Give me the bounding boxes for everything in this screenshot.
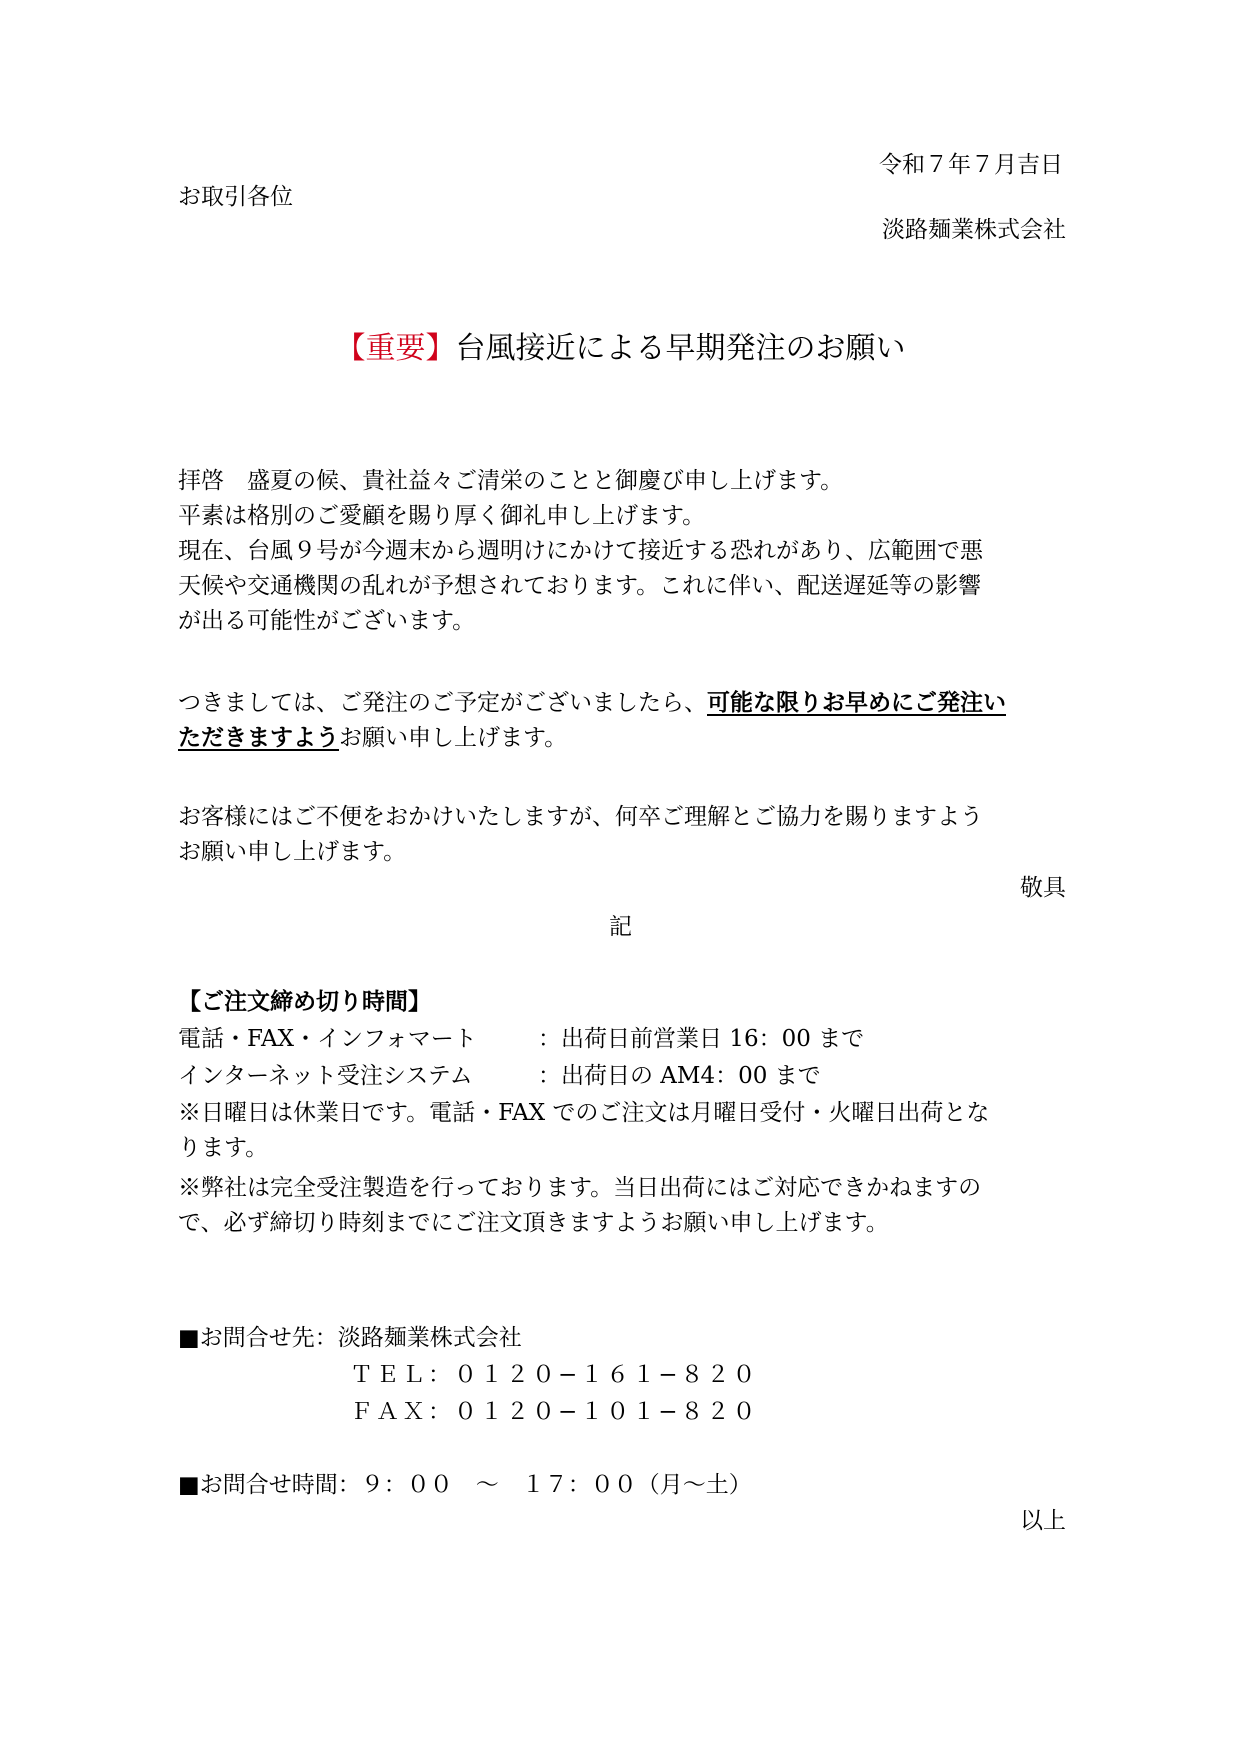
- letter-sender: 淡路麺業株式会社: [882, 217, 1066, 243]
- contact-fax: ＦＡＸ：０１２０−１０１−８２０: [350, 1399, 759, 1425]
- body-paragraph-4-line-2: [178, 721, 567, 755]
- body-paragraph-5-line-2: お願い申し上げます。: [178, 839, 407, 865]
- body-paragraph-1: 拝啓 盛夏の候、貴社益々ご清栄のことと御慶び申し上げます。: [178, 468, 844, 494]
- letter-date: 令和７年７月吉日: [879, 152, 1063, 178]
- ki-heading: 記: [609, 914, 632, 940]
- deadline-note-2-line-2: で、必ず締切り時刻までにご注文頂きますようお願い申し上げます。: [178, 1210, 889, 1236]
- closing-ijou: 以上: [1020, 1508, 1066, 1534]
- deadline-row-value: ：出荷日の AM4：00 まで: [538, 1063, 821, 1089]
- page-title: [0, 327, 1241, 371]
- deadline-note-1-line-1: ※日曜日は休業日です。電話・FAX でのご注文は月曜日受付・火曜日出荷とな: [178, 1100, 990, 1126]
- body-paragraph-5-line-1: お客様にはご不便をおかけいたしますが、何卒ご理解とご協力を賜りますよう: [178, 804, 983, 830]
- deadline-row-internet: [178, 1059, 821, 1093]
- contact-hours: ■お問合せ時間：９：００ ～ １７：００（月～土）: [178, 1472, 752, 1498]
- closing-keigu: 敬具: [1020, 875, 1066, 901]
- body-paragraph-3-line-3: が出る可能性がございます。: [178, 608, 476, 634]
- contact-company: ■お問合せ先：淡路麺業株式会社: [178, 1325, 522, 1351]
- title-text: 台風接近による早期発注のお願い: [455, 331, 906, 366]
- body-paragraph-4-line-1: [178, 686, 1006, 720]
- deadline-heading: 【ご注文締め切り時間】: [178, 988, 431, 1015]
- deadline-row-phone: [178, 1022, 864, 1056]
- important-mark: 【重要】: [335, 331, 456, 366]
- body-paragraph-3-line-2: 天候や交通機関の乱れが予想されております。これに伴い、配送遅延等の影響: [178, 573, 982, 599]
- contact-tel: ＴＥＬ：０１２０−１６１−８２０: [350, 1362, 759, 1388]
- deadline-note-2-line-1: ※弊社は完全受注製造を行っております。当日出荷にはご対応できかねますの: [178, 1175, 982, 1201]
- body-paragraph-2: 平素は格別のご愛顧を賜り厚く御礼申し上げます。: [178, 503, 706, 529]
- emphasis-text: 可能な限りお早めにご発注い: [707, 689, 1006, 716]
- body-paragraph-3-line-1: 現在、台風９号が今週末から週明けにかけて接近する恐れがあり、広範囲で悪: [178, 538, 983, 564]
- request-text: お願い申し上げます。: [339, 725, 568, 751]
- deadline-row-value: ：出荷日前営業日 16：00 まで: [538, 1026, 865, 1052]
- deadline-row-label: インターネット受注システム: [178, 1063, 473, 1089]
- emphasis-text: ただきますよう: [178, 724, 339, 751]
- letter-recipient: お取引各位: [178, 184, 293, 210]
- deadline-row-label: 電話・FAX・インフォマート: [178, 1026, 477, 1052]
- deadline-note-1-line-2: ります。: [178, 1135, 269, 1161]
- request-text: つきましては、ご発注のご予定がございましたら、: [178, 690, 707, 716]
